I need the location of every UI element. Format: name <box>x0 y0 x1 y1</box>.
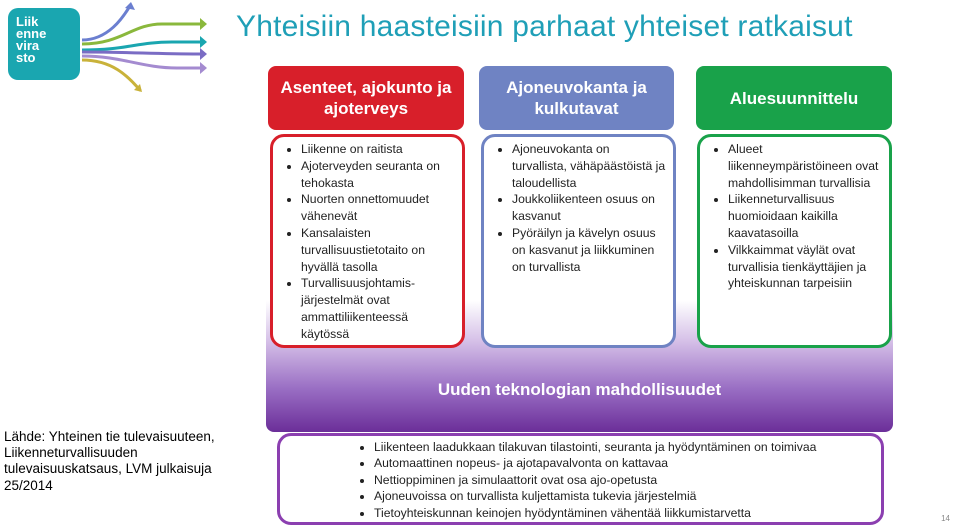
source-citation: Lähde: Yhteinen tie tulevaisuuteen, Liikenneturvallisuuden tulevaisuuskatsaus, LVM julkaisuja 25/2014 <box>4 429 215 493</box>
logo-line: Liik <box>16 14 39 29</box>
arrows-icon <box>82 2 207 94</box>
list-item: • Automaattinen nopeus- ja ajotapavalvonta on kattavaa <box>374 455 873 471</box>
logo <box>4 2 209 92</box>
list-item: • Liikenne on raitista <box>301 141 456 158</box>
list-item: • Joukkoliikenteen osuus on kasvanut <box>512 191 667 225</box>
column-heading-attitudes: Asenteet, ajokunto ja ajoterveys <box>268 66 464 130</box>
list-item: • Nettioppiminen ja simulaattorit ovat osa ajo-opetusta <box>374 472 873 488</box>
list-item: • Pyöräilyn ja kävelyn osuus on kasvanut ja liikkuminen on turvallista <box>512 225 667 275</box>
list-item: • Ajoterveyden seuranta on tehokasta <box>301 158 456 192</box>
page-number: 14 <box>941 514 950 523</box>
technology-title: Uuden teknologian mahdollisuudet <box>437 380 722 399</box>
column-box-land-use <box>697 134 892 348</box>
column-box-attitudes <box>270 134 465 348</box>
liikennevirasto-logo <box>8 8 80 80</box>
logo-line: sto <box>16 50 36 65</box>
list-item: • Kansalaisten turvallisuustietotaito on hyvällä tasolla <box>301 225 456 275</box>
technology-box <box>277 433 884 525</box>
list-item: • Liikenteen laadukkaan tilakuvan tilastointi, seuranta ja hyödyntäminen on toimivaa <box>374 439 873 455</box>
list-item: • Vilkkaimmat väylät ovat turvallisia tienkäyttäjien ja yhteiskunnan tarpeisiin <box>728 242 883 292</box>
list-item: • Ajoneuvokanta on turvallista, vähäpäästöistä ja taloudellista <box>512 141 667 191</box>
list-item: • Liikenneturvallisuus huomioidaan kaikilla kaavatasoilla <box>728 191 883 241</box>
list-item: • Nuorten onnettomuudet vähenevät <box>301 191 456 225</box>
list-item: • Tietoyhteiskunnan keinojen hyödyntäminen vähentää liikkumistarvetta <box>374 505 873 521</box>
logo-line: enne <box>16 26 47 41</box>
column-heading-vehicles: Ajoneuvokanta ja kulkutavat <box>479 66 674 130</box>
list-item: • Turvallisuusjohtamis-järjestelmät ovat ammattiliikenteessä käytössä <box>301 275 456 342</box>
column-heading-land-use: Aluesuunnittelu <box>696 66 892 130</box>
column-box-vehicles <box>481 134 676 348</box>
page-title: Yhteisiin haasteisiin parhaat yhteiset ratkaisut <box>236 10 853 43</box>
logo-line: vira <box>16 38 40 53</box>
list-item: • Ajoneuvoissa on turvallista kuljettamista tukevia järjestelmiä <box>374 488 873 504</box>
list-item: • Alueet liikenneympäristöineen ovat mahdollisimman turvallisia <box>728 141 883 191</box>
